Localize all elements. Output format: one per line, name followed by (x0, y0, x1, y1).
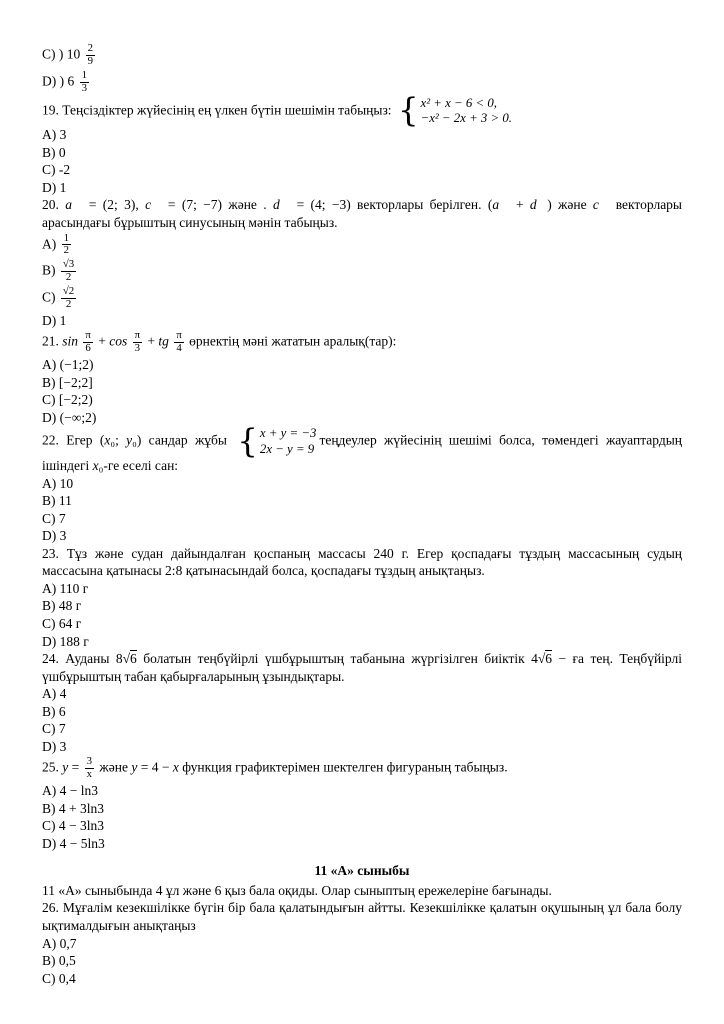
text-line (42, 126, 682, 144)
text-token: D) (−∞;2) (42, 409, 97, 425)
square-root (123, 650, 137, 666)
fraction (62, 233, 71, 258)
text-line (42, 421, 682, 474)
text-line (42, 42, 682, 69)
math-token: d⃗ (272, 197, 291, 213)
equation-system (237, 421, 317, 460)
text-token: + (144, 333, 159, 349)
text-line (42, 899, 682, 934)
text-token: B) 0,5 (42, 953, 76, 969)
fraction-denominator: 2 (65, 297, 72, 310)
text-token: = (68, 759, 83, 775)
text-line (42, 738, 682, 756)
text-token: өрнектің мәні жататын аралық(тар): (185, 333, 397, 349)
text-token: 19. Теңсіздіктер жүйесінің ең үлкен бүтін шешімін табыңыз: (42, 101, 395, 117)
curly-brace-icon: { (397, 91, 419, 130)
text-token: B) 48 г (42, 598, 82, 614)
text-token: − ға тең. Теңбүйірлі үшбұрыштың табан қабырғаларының ұзындықтары. (42, 651, 682, 684)
text-token: A) 110 г (42, 580, 89, 596)
equation-row: x + y = −3 (259, 426, 317, 441)
text-line (42, 882, 682, 900)
fraction-numerator: √3 (62, 258, 75, 271)
text-token: функция графиктерімен шектелген фигураның табыңыз. (178, 759, 508, 775)
fraction-denominator: 2 (65, 271, 72, 284)
text-token: ₀) сандар жұбы (132, 432, 235, 448)
text-token: B) 0 (42, 144, 66, 160)
text-token: B) [−2;2] (42, 374, 93, 390)
text-token: 25. (42, 759, 63, 775)
text-line (42, 755, 682, 782)
math-token: cos (109, 333, 131, 349)
radical-icon: √ (537, 651, 546, 667)
equation-row: x² + x − 6 < 0, (420, 95, 497, 110)
text-line (42, 91, 682, 130)
fraction (85, 756, 94, 781)
fraction (80, 70, 89, 95)
text-token: B) 11 (42, 493, 72, 509)
text-line (42, 374, 682, 392)
text-token: векторлары арасындағы бұрыштың синусының мәнін табыңыз. (42, 197, 683, 231)
fraction-numerator: π (176, 329, 182, 342)
text-token: D) ) 6 (42, 73, 78, 89)
text-line (42, 329, 682, 356)
text-token: = (2; 3), (82, 197, 146, 213)
text-token: D) 4 − 5ln3 (42, 835, 105, 851)
fraction (61, 286, 76, 311)
text-line (42, 527, 682, 545)
fraction (61, 259, 76, 284)
text-line (42, 510, 682, 528)
text-token: = (4; −3) векторлары берілген. ( (290, 197, 493, 213)
fraction-numerator: 1 (63, 231, 70, 244)
fraction-denominator: x (86, 768, 93, 781)
text-token: B) (42, 262, 59, 278)
text-token: 26. Мұғалім кезекшілікке бүгін бір бала қалатындығын айтты. Кезекшілікке қалатын оқушының ұл бала болу ықтималдығын анықтаңыз (42, 900, 682, 933)
math-token: x (104, 432, 111, 448)
text-token: C) 4 − 3ln3 (42, 818, 104, 834)
text-token: = (7; −7) және . (161, 197, 273, 213)
text-token: = 4 − (137, 759, 173, 775)
text-token: C) (42, 289, 59, 305)
fraction-denominator: 6 (85, 342, 91, 355)
text-line (42, 196, 682, 231)
text-line (42, 179, 682, 197)
text-line (42, 935, 682, 953)
math-token: d⃗ (529, 197, 548, 213)
fraction-numerator: π (134, 329, 141, 342)
fraction-denominator: 9 (87, 54, 94, 67)
fraction-numerator: 3 (86, 755, 93, 768)
text-token: D) 3 (42, 528, 67, 544)
math-token: с⃗ (145, 197, 162, 213)
text-line (42, 817, 682, 835)
text-token: 24. Ауданы 8 (42, 651, 123, 667)
text-line (42, 409, 682, 427)
radical-icon: √ (122, 651, 131, 667)
fraction-numerator: √2 (62, 285, 75, 298)
text-line (42, 391, 682, 409)
text-line (42, 597, 682, 615)
text-line (42, 835, 682, 853)
fraction (174, 330, 183, 355)
text-line (42, 312, 682, 330)
text-token: A) (42, 236, 60, 252)
text-token: C) ) 10 (42, 46, 84, 62)
fraction-denominator: 2 (63, 244, 70, 257)
text-line (42, 800, 682, 818)
fraction-denominator: 3 (81, 81, 88, 94)
math-token: tg (158, 333, 173, 349)
math-token: x (172, 759, 179, 775)
text-line (42, 356, 682, 374)
text-token: A) 3 (42, 127, 67, 143)
text-line (42, 161, 682, 179)
text-line (42, 970, 682, 988)
text-line (42, 144, 682, 162)
text-token: A) 4 − ln3 (42, 783, 98, 799)
text-token: C) 7 (42, 721, 66, 737)
math-token: y (62, 759, 69, 775)
radicand: 6 (130, 651, 137, 667)
fraction (86, 43, 95, 68)
math-token: с⃗ (592, 197, 610, 213)
equation-rows (421, 96, 512, 127)
text-line (42, 703, 682, 721)
text-token: + (509, 197, 530, 213)
text-token: C) [−2;2) (42, 392, 93, 408)
section-heading (42, 862, 682, 880)
text-line (42, 258, 682, 285)
text-token: D) 1 (42, 312, 67, 328)
text-line (42, 685, 682, 703)
math-token: y (131, 759, 138, 775)
text-token: және (96, 759, 132, 775)
radicand: 6 (545, 651, 553, 667)
text-token: 22. Егер ( (42, 432, 105, 448)
text-token: 21. (42, 333, 63, 349)
fraction-numerator: π (85, 329, 91, 342)
text-line (42, 69, 682, 96)
equation-rows (260, 426, 317, 457)
text-token: 23. Тұз және судан дайындалған қоспаның массасы 240 г. Егер қоспадағы тұздың массасының судың массасына қатынасы 2:8 қатынасындай болса, қоспадағы тұздың анықтаңыз. (42, 545, 682, 579)
text-line (42, 580, 682, 598)
square-root (538, 650, 552, 666)
text-line (42, 285, 682, 312)
text-line (42, 633, 682, 651)
text-token: B) 4 + 3ln3 (42, 800, 104, 816)
text-line (42, 720, 682, 738)
equation-row: −x² − 2x + 3 > 0. (420, 110, 512, 125)
math-token: sin (62, 333, 82, 349)
text-token: C) 64 г (42, 616, 82, 631)
text-token: A) 10 (42, 475, 74, 491)
curly-brace-icon: { (237, 421, 258, 460)
math-token: x (92, 458, 99, 474)
text-token: C) 7 (42, 510, 66, 526)
text-token: A) 0,7 (42, 935, 77, 951)
text-token: ₀; (110, 432, 127, 448)
fraction-denominator: 4 (176, 342, 182, 355)
fraction-numerator: 2 (87, 42, 94, 54)
text-token: теңдеулер жүйесінің шешімі болса, төмендегі жауаптардың ішіндегі (42, 432, 682, 474)
fraction-denominator: 3 (134, 342, 141, 355)
text-token: 11 «А» сыныбы (314, 863, 410, 879)
math-token: y (126, 432, 133, 448)
text-token: A) (−1;2) (42, 357, 94, 373)
text-token: D) 3 (42, 738, 67, 754)
text-line (42, 232, 682, 259)
text-line (42, 615, 682, 633)
equation-row: 2x − y = 9 (259, 441, 315, 456)
text-line (42, 782, 682, 800)
text-token: A) 4 (42, 686, 67, 702)
text-token: D) 188 г (42, 633, 89, 649)
text-line (42, 475, 682, 493)
text-token: болатын теңбүйірлі үшбұрыштың табанына жүргізілген биіктік 4 (136, 651, 538, 667)
fraction-numerator: 1 (81, 68, 88, 81)
fraction (133, 330, 142, 355)
text-token: C) -2 (42, 162, 71, 178)
text-token: ) және (547, 197, 593, 213)
fraction (83, 330, 92, 355)
text-line (42, 545, 682, 580)
text-token: 20. (42, 197, 66, 213)
text-line (42, 650, 682, 685)
text-token: 11 «А» сыныбында 4 ұл және 6 қыз бала оқиды. Олар сыныптың ережелеріне бағынады. (42, 882, 552, 898)
text-token: ₀-ге еселі сан: (98, 458, 179, 474)
math-token: а⃗ (492, 197, 510, 213)
text-token: B) 6 (42, 703, 66, 719)
text-token: C) 0,4 (42, 970, 76, 986)
text-line (42, 492, 682, 510)
text-token: + (94, 333, 110, 349)
text-line (42, 952, 682, 970)
text-token: D) 1 (42, 179, 67, 195)
equation-system (397, 91, 512, 130)
math-token: а⃗ (65, 197, 83, 213)
